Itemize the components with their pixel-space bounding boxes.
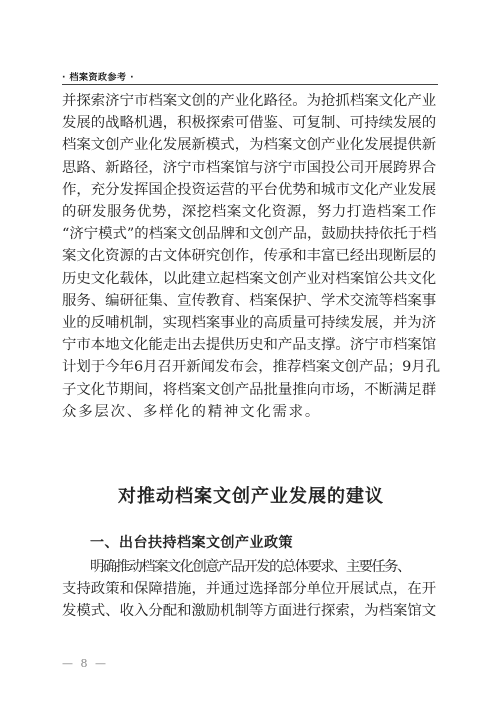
section-title: 对推动档案文创产业发展的建议: [118, 486, 384, 507]
header-rule: [62, 84, 438, 85]
paragraph-2-line: 发模式、收入分配和激励机制等方面进行探索，为档案馆文: [62, 603, 437, 620]
paragraph-1-line: 众多层次、多样化的精神文化需求。: [62, 403, 322, 420]
paragraph-1-line: 计划于今年6月召开新闻发布会，推荐档案文创产品；9月孔: [62, 359, 441, 376]
paragraph-2: [62, 556, 440, 623]
paragraph-1-line: 作，充分发挥国企投资运营的平台优势和城市文化产业发展: [62, 181, 437, 198]
paragraph-1-line: 宁市本地文化能走出去提供历史和产品支撑。济宁市档案馆: [62, 337, 437, 354]
paragraph-1-line: 子文化节期间，将档案文创产品批量推向市场，不断满足群: [62, 381, 437, 398]
paragraph-1-line: 案文化资源的古文体研究创作，传承和丰富已经出现断层的: [62, 248, 437, 265]
paragraph-1-line: 的研发服务优势，深挖档案文化资源，努力打造档案工作: [62, 204, 437, 221]
paragraph-1-line: 服务、编研征集、宣传教育、档案保护、学术交流等档案事: [62, 292, 437, 309]
paragraph-1-line: 历史文化载体，以此建立起档案文创产业对档案馆公共文化: [62, 270, 437, 287]
paragraph-1-line: 并探索济宁市档案文创的产业化路径。为抢抓档案文化产业: [62, 93, 437, 109]
paragraph-1: [62, 90, 440, 423]
page-number: — 8 —: [62, 657, 108, 670]
paragraph-1-line: 业的反哺机制，实现档案事业的高质量可持续发展，并为济: [62, 315, 437, 332]
paragraph-1-line: 档案文创产业化发展新模式，为档案文创产业化发展提供新: [62, 137, 437, 154]
paragraph-1-line: 思路、新路径，济宁市档案馆与济宁市国投公司开展跨界合: [62, 159, 437, 176]
paragraph-2-line: 明确推动档案文化创意产品开发的总体要求、主要任务、: [90, 559, 410, 575]
paragraph-1-line: 发展的战略机遇，积极探索可借鉴、可复制、可持续发展的: [62, 115, 437, 132]
sub-heading: 一、出台扶持档案文创产业政策: [90, 535, 293, 551]
paragraph-1-line: “济宁模式”的档案文创品牌和文创产品，鼓励扶持依托于档: [62, 226, 437, 243]
paragraph-2-line: 支持政策和保障措施，并通过选择部分单位开展试点，在开: [62, 581, 437, 598]
running-header: · 档案资政参考 ·: [62, 73, 135, 83]
